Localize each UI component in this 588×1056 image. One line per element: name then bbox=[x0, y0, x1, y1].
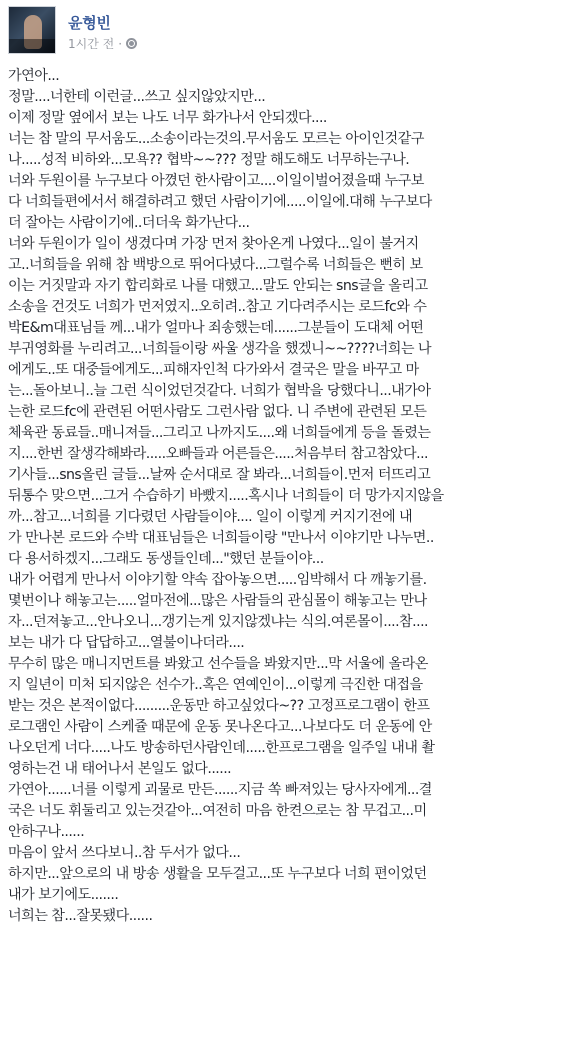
post-line: 지 일년이 미처 되지않은 선수가..혹은 연예인이...이렇게 극진한 대접을 bbox=[8, 677, 423, 693]
post-line: 로그램인 사람이 스케쥴 때문에 운동 못나온다고...나보다도 더 운동에 안 bbox=[8, 719, 432, 735]
post-line: 너와 두원이가 일이 생겼다며 가장 먼저 찾아온게 나였다...일이 불거지 bbox=[8, 236, 419, 252]
post-line: 내가 어렵게 만나서 이야기할 약속 잡아놓으면.....임박해서 다 깨놓기를. bbox=[8, 572, 427, 588]
post-line: 다 너희들편에서서 해결하려고 했던 사람이기에.....이일에.대해 누구보다 bbox=[8, 194, 432, 210]
post-line: 가연아... bbox=[8, 68, 60, 84]
post-line: 가 만나본 로드와 수박 대표님들은 너희들이랑 "만나서 이야기만 나누면.. bbox=[8, 530, 434, 546]
globe-icon[interactable] bbox=[126, 38, 137, 49]
post-line: 이제 정말 옆에서 보는 나도 너무 화가나서 안되겠다.... bbox=[8, 110, 327, 126]
post-line: 나오던게 너다.....나도 방송하던사람인데.....한프로그램을 일주일 내내 촬 bbox=[8, 740, 435, 756]
post-line: 체육관 동료들..매니져들...그리고 나까지도....왜 너희들에게 등을 돌렸는 bbox=[8, 425, 431, 441]
post-line: 너와 두원이를 누구보다 아꼈던 한사람이고....이일이벌어졌을때 누구보 bbox=[8, 173, 424, 189]
post-line: 부귀영화를 누리려고...너희들이랑 싸울 생각을 했겠니~~????너희는 나 bbox=[8, 341, 432, 357]
post-line: 기사들...sns올린 글들...날짜 순서대로 잘 봐라...너희들이.먼저 터뜨리고 bbox=[8, 467, 431, 483]
post-line: 가연아......너를 이렇게 괴물로 만든......지금 쏙 빠져있는 당사자에게...결 bbox=[8, 782, 432, 798]
post-header bbox=[0, 0, 588, 62]
post-line: 나.....성적 비하와...모욕?? 협박~~??? 정말 해도해도 너무하는구나. bbox=[8, 152, 410, 168]
post-timestamp[interactable]: 1시간 전 bbox=[68, 37, 115, 51]
post-line: 까...참고...너희를 기다렸던 사람들이야.... 일이 이렇게 커지기전에 내 bbox=[8, 509, 413, 525]
post-line: 박E&m대표님들 께...내가 얼마나 죄송했는데......그분들이 도대체 어떤 bbox=[8, 320, 424, 336]
post-line: 는한 로드fc에 관련된 어떤사람도 그런사람 없다. 니 주변에 관련된 모든 bbox=[8, 404, 427, 420]
post-line: 자...던져놓고...안나오니...갱기는게 있지않겠냐는 식의.여론몰이....참.... bbox=[8, 614, 428, 630]
post-line: 보는 내가 다 답답하고...열불이나더라.... bbox=[8, 635, 245, 651]
post-meta bbox=[68, 35, 137, 52]
post-line: 고..너희들을 위해 참 백방으로 뛰어다녔다...그럴수록 너희들은 뻔히 보 bbox=[8, 257, 423, 273]
post-line: 국은 너도 휘둘리고 있는것같아...여전히 마음 한켠으로는 참 무겁고...미 bbox=[8, 803, 427, 819]
post-line: 는...돌아보니..늘 그런 식이었던것같다. 너희가 협박을 당했다니...내가아 bbox=[8, 383, 431, 399]
post-line: 뒤통수 맞으면...그거 수습하기 바빴지.....혹시나 너희들이 더 망가지지않을 bbox=[8, 488, 444, 504]
post-line: 소송을 건것도 너희가 먼저였지..오히려..참고 기다려주시는 로드fc와 수 bbox=[8, 299, 427, 315]
post-line: 에게도..또 대중들에게도...피해자인척 다가와서 결국은 말을 바꾸고 마 bbox=[8, 362, 419, 378]
post-line: 너는 참 말의 무서움도...소송이라는것의.무서움도 모르는 아이인것같구 bbox=[8, 131, 424, 147]
post-line: 정말....너한테 이런글...쓰고 싶지않았지만... bbox=[8, 89, 266, 105]
post-line: 더 잘아는 사람이기에..더더욱 화가난다... bbox=[8, 215, 250, 231]
post-line: 마음이 앞서 쓰다보니..참 두서가 없다... bbox=[8, 845, 241, 861]
post-line: 지....한번 잘생각해봐라.....오빠들과 어른들은.....처음부터 참고참았다... bbox=[8, 446, 428, 462]
post-line: 너희는 참...잘못됐다...... bbox=[8, 908, 153, 924]
post-line: 내가 보기에도....... bbox=[8, 887, 119, 903]
post-line: 받는 것은 본적이없다.........운동만 하고싶었다~?? 고정프로그램이 한프 bbox=[8, 698, 430, 714]
post-line: 다 용서하겠지...그래도 동생들인데..."했던 분들이야... bbox=[8, 551, 324, 567]
post-line: 무수히 많은 매니지먼트를 봐왔고 선수들을 봐왔지만...막 서울에 올라온 bbox=[8, 656, 428, 672]
post-body bbox=[8, 66, 582, 927]
post-line: 몇번이나 해놓고는.....얼마전에...많은 사람들의 관심몰이 해놓고는 만나 bbox=[8, 593, 427, 609]
avatar-shade bbox=[9, 39, 56, 53]
meta-separator: · bbox=[118, 36, 123, 51]
author-name[interactable]: 윤형빈 bbox=[68, 14, 111, 32]
post-line: 영하는건 내 태어나서 본일도 없다...... bbox=[8, 761, 232, 777]
post-line: 안하구나...... bbox=[8, 824, 85, 840]
post-line: 이는 거짓말과 자기 합리화로 나를 대했고...말도 안되는 sns글을 올리고 bbox=[8, 278, 428, 294]
post-line: 하지만...앞으로의 내 방송 생활을 모두걸고...또 누구보다 너희 편이었던 bbox=[8, 866, 427, 882]
avatar[interactable] bbox=[8, 6, 56, 54]
